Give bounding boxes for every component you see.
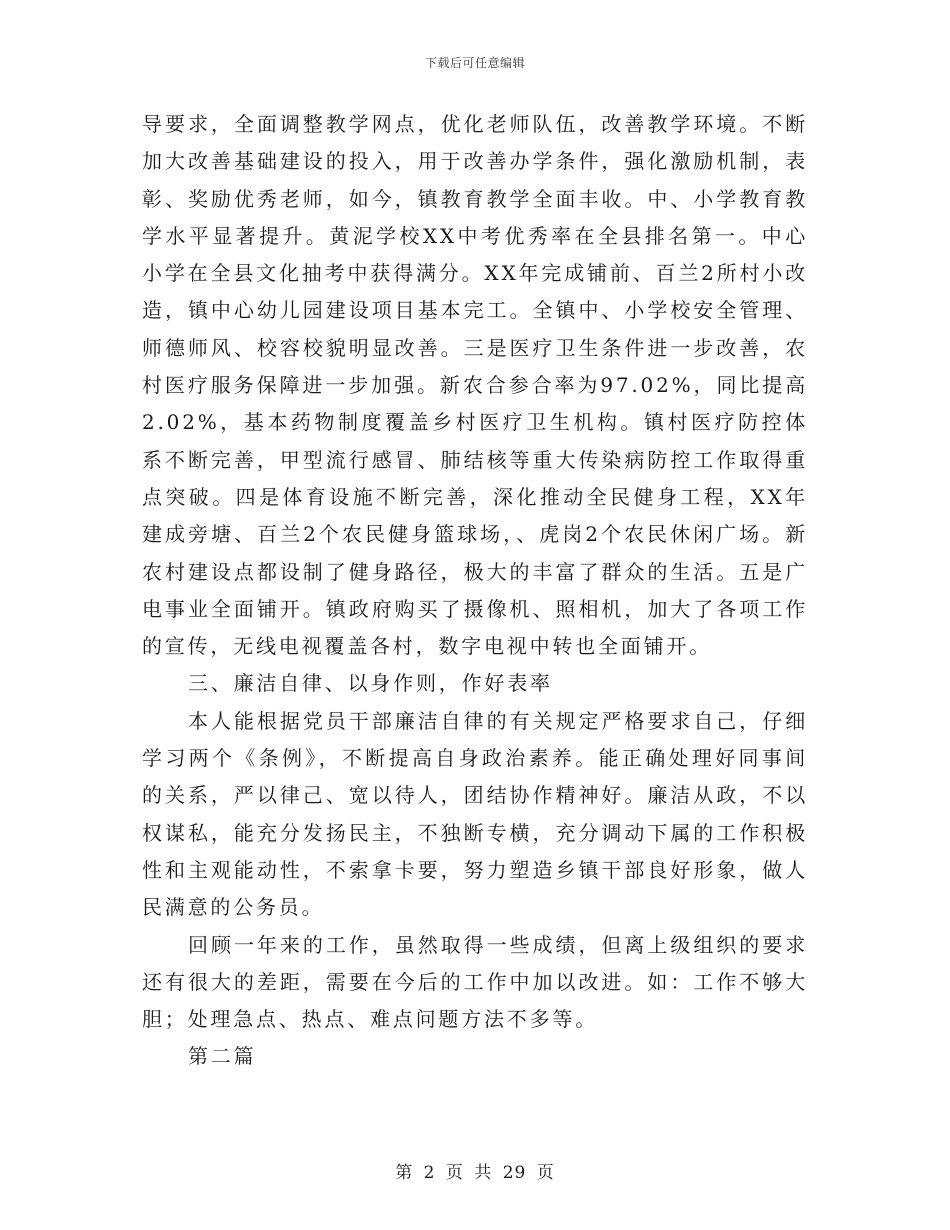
body-paragraph-self-discipline: 本人能根据党员干部廉洁自律的有关规定严格要求自己，仔细学习两个《条例》，不断提高自身政治素养。能正确处理好同事间的关系，严以律己、宽以待人，团结协作精神好。廉洁从政，不以权谋私，能充分发扬民主，不独断专横，充分调动下属的工作积极性和主观能动性，不索拿卡要，努力塑造乡镇干部良好形象，做人民满意的公务员。 xyxy=(142,708,808,920)
page-number-footer: 第 2 页 共 29 页 xyxy=(395,1163,555,1183)
section-heading-part-two: 第二篇 xyxy=(188,1044,257,1069)
document-body xyxy=(142,106,808,1076)
page-header-note: 下载后可任意编辑 xyxy=(424,56,525,70)
body-paragraph-continued: 导要求，全面调整教学网点，优化老师队伍，改善教学环境。不断加大改善基础建设的投入，用于改善办学条件，强化激励机制，表彰、奖励优秀老师，如今，镇教育教学全面丰收。中、小学教育教学水平显著提升。黄泥学校XX中考优秀率在全县排名第一。中心小学在全县文化抽考中获得满分。XX年完成铺前、百兰2所村小改造，镇中心幼儿园建设项目基本完工。全镇中、小学校安全管理、师德师风、校容校貌明显改善。三是医疗卫生条件进一步改善，农村医疗服务保障进一步加强。新农合参合率为97.02%，同比提高2.02%，基本药物制度覆盖乡村医疗卫生机构。镇村医疗防控体系不断完善，甲型流行感冒、肺结核等重大传染病防控工作取得重点突破。四是体育设施不断完善，深化推动全民健身工程，XX年建成旁塘、百兰2个农民健身篮球场，、虎岗2个农民休闲广场。新农村建设点都设制了健身路径，极大的丰富了群众的生活。五是广电事业全面铺开。镇政府购买了摄像机、照相机，加大了各项工作的宣传，无线电视覆盖各村，数字电视中转也全面铺开。 xyxy=(142,112,808,659)
section-heading-integrity: 三、廉洁自律、以身作则，作好表率 xyxy=(188,671,553,696)
body-paragraph-review: 回顾一年来的工作，虽然取得一些成绩，但离上级组织的要求还有很大的差距，需要在今后的工作中加以改进。如：工作不够大胆；处理急点、热点、难点问题方法不多等。 xyxy=(142,932,808,1032)
